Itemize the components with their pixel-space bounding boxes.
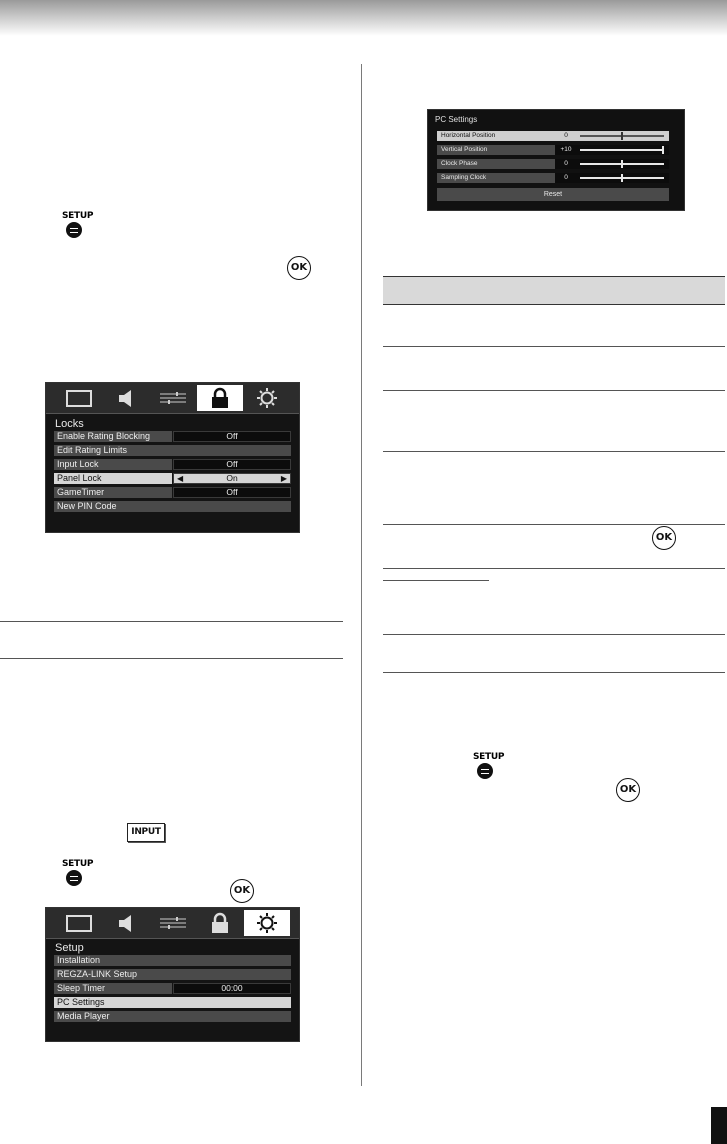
- menu-row-regza-link-setup[interactable]: [54, 969, 291, 980]
- menu-row-label: Media Player: [54, 1011, 291, 1022]
- setup-gear-icon: [244, 910, 290, 936]
- preferences-icon: [150, 385, 196, 411]
- menu-row-label: Sleep Timer: [54, 983, 172, 994]
- picture-icon: [56, 385, 102, 411]
- table-rule: [383, 672, 725, 673]
- pc-settings-title: PC Settings: [435, 115, 478, 124]
- pc-slider-thumb[interactable]: [662, 146, 664, 154]
- menu-row-new-pin-code[interactable]: [54, 501, 291, 512]
- menu-row-sleep-timer[interactable]: [54, 983, 291, 994]
- table-rule: [383, 451, 725, 452]
- arrow-right-icon: ▶: [280, 474, 287, 483]
- preferences-tab: [150, 910, 196, 936]
- pc-slider-track[interactable]: [580, 135, 664, 137]
- menu-row-label: Enable Rating Blocking: [54, 431, 172, 442]
- sound-tab: [103, 910, 149, 936]
- menu-row-value: Off: [173, 487, 291, 498]
- menu-row-label: Panel Lock: [54, 473, 172, 484]
- picture-tab: [56, 910, 102, 936]
- input-button-icon: INPUT: [127, 823, 165, 842]
- menu-tab-bar: [46, 908, 299, 939]
- menu-row-gametimer[interactable]: [54, 487, 291, 498]
- menu-row-panel-lock[interactable]: [54, 473, 291, 484]
- menu-tab-bar: [46, 383, 299, 414]
- menu-title: Setup: [55, 942, 84, 954]
- ok-button-icon-4: OK: [616, 778, 640, 802]
- pc-reset-button[interactable]: Reset: [437, 188, 669, 201]
- pc-slider-track[interactable]: [580, 163, 664, 165]
- menu-row-label: PC Settings: [54, 997, 291, 1008]
- table-rule: [383, 524, 725, 525]
- pc-row-horizontal-position[interactable]: [437, 131, 669, 141]
- menu-row-pc-settings[interactable]: [54, 997, 291, 1008]
- menu-row-input-lock[interactable]: [54, 459, 291, 470]
- menu-row-edit-rating-limits[interactable]: [54, 445, 291, 456]
- menu-circle-icon: [66, 870, 82, 886]
- pc-settings-screen: [427, 109, 685, 211]
- menu-row-installation[interactable]: [54, 955, 291, 966]
- sound-tab: [103, 385, 149, 411]
- setup-menu-button-icon-2: [62, 859, 98, 891]
- table-rule: [383, 390, 725, 391]
- menu-circle-icon: [477, 763, 493, 779]
- pc-row-clock-phase[interactable]: [437, 159, 669, 169]
- menu-circle-icon: [66, 222, 82, 238]
- short-rule: [383, 580, 489, 581]
- pc-slider-track[interactable]: [580, 149, 664, 151]
- ok-button-icon-2: OK: [230, 879, 254, 903]
- pc-row-label: Sampling Clock: [437, 173, 555, 183]
- setup-menu-screen: [45, 907, 300, 1042]
- pc-slider-thumb[interactable]: [621, 160, 623, 168]
- menu-row-label: GameTimer: [54, 487, 172, 498]
- left-rule-2: [0, 658, 343, 659]
- pc-row-vertical-position[interactable]: [437, 145, 669, 155]
- column-divider: [361, 64, 362, 1086]
- pc-row-value-box: [555, 173, 669, 183]
- lock-icon: [197, 385, 243, 411]
- picture-icon: [56, 910, 102, 936]
- menu-row-value: Off: [173, 459, 291, 470]
- pc-row-value-box: [555, 131, 669, 141]
- setup-label: SETUP: [473, 752, 505, 762]
- setup-tab: [244, 385, 290, 411]
- menu-row-label: REGZA-LINK Setup: [54, 969, 291, 980]
- table-rule: [383, 568, 725, 569]
- ok-button-icon-3: OK: [652, 526, 676, 550]
- arrow-left-icon: ◀: [177, 474, 184, 483]
- pc-slider-thumb[interactable]: [621, 174, 623, 182]
- panel-lock-value: On: [226, 473, 238, 483]
- ok-button-icon: OK: [287, 256, 311, 280]
- left-rule-1: [0, 621, 343, 622]
- preferences-tab: [150, 385, 196, 411]
- pc-row-label: Vertical Position: [437, 145, 555, 155]
- setup-menu-button-icon: [62, 211, 98, 243]
- pc-row-value: +10: [560, 146, 572, 153]
- locks-tab: [197, 385, 243, 411]
- pc-slider-track[interactable]: [580, 177, 664, 179]
- menu-row-label: Edit Rating Limits: [54, 445, 291, 456]
- pc-row-label: Horizontal Position: [437, 131, 555, 141]
- setup-tab: [244, 910, 290, 936]
- menu-row-label: New PIN Code: [54, 501, 291, 512]
- lock-icon: [197, 910, 243, 936]
- page-header-bar: [0, 0, 727, 36]
- picture-tab: [56, 385, 102, 411]
- menu-row-value: 00:00: [173, 983, 291, 994]
- preferences-icon: [150, 910, 196, 936]
- sound-icon: [103, 910, 149, 936]
- pc-row-value: 0: [564, 174, 568, 181]
- pc-row-value-box: [555, 159, 669, 169]
- menu-row-label: Input Lock: [54, 459, 172, 470]
- sound-icon: [103, 385, 149, 411]
- locks-tab: [197, 910, 243, 936]
- menu-row-value: [173, 473, 291, 484]
- page-edge-tab: [711, 1107, 727, 1144]
- menu-row-label: Installation: [54, 955, 291, 966]
- pc-row-sampling-clock[interactable]: [437, 173, 669, 183]
- setup-gear-icon: [244, 385, 290, 411]
- menu-row-media-player[interactable]: [54, 1011, 291, 1022]
- setup-label: SETUP: [62, 211, 94, 221]
- pc-row-value: 0: [564, 160, 568, 167]
- pc-slider-thumb[interactable]: [621, 132, 623, 140]
- table-rule: [383, 634, 725, 635]
- setup-label: SETUP: [62, 859, 94, 869]
- menu-row-value: Off: [173, 431, 291, 442]
- menu-title: Locks: [55, 418, 84, 430]
- pc-row-value: 0: [564, 132, 568, 139]
- locks-menu-screen: [45, 382, 300, 533]
- pc-row-value-box: [555, 145, 669, 155]
- table-header: [383, 276, 725, 305]
- menu-row-enable-rating-blocking[interactable]: [54, 431, 291, 442]
- pc-row-label: Clock Phase: [437, 159, 555, 169]
- setup-menu-button-icon-3: [473, 752, 509, 784]
- table-rule: [383, 346, 725, 347]
